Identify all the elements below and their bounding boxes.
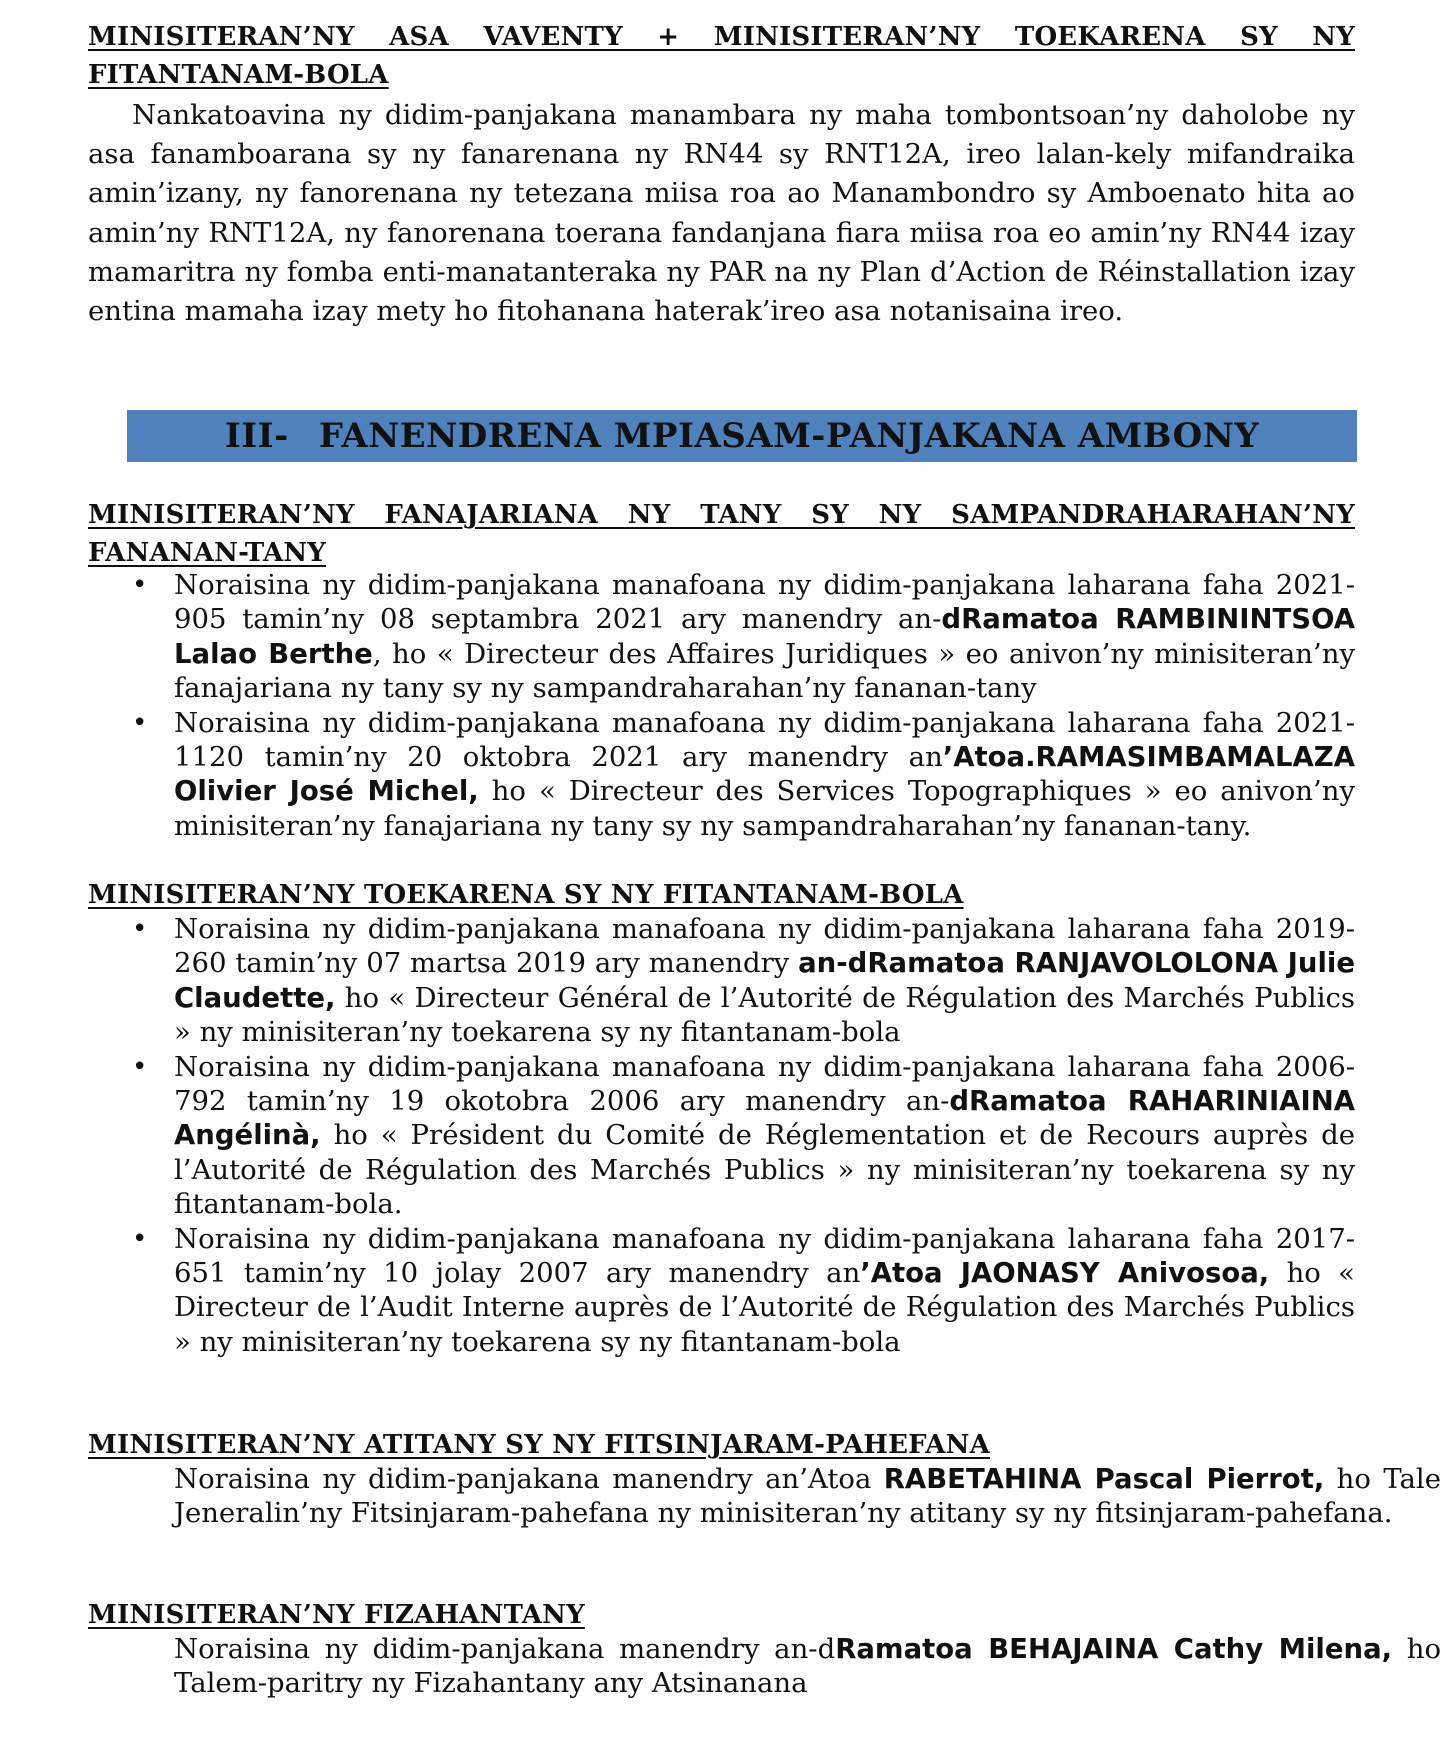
section-list-toekarena [88,912,1355,1359]
section-heading-fizahantany: MINISITERAN’NY FIZAHANTANY [88,1600,585,1630]
bullet-icon: • [132,1051,148,1082]
section-heading-toekarena: MINISITERAN’NY TOEKARENA SY NY FITANTANAM-BOLA [88,880,964,910]
section-paragraph-asa-vaventy: Nankatoavina ny didim-panjakana manambara ny maha tombontsoan’ny daholobe ny asa fanamboarana sy ny fanarenana ny RN44 sy RNT12A, ireo lalan-kely mifandraika amin’izany, ny fanorenana ny tetezana miisa roa ao Manambondro sy Amboenato hita ao amin’ny RNT12A, ny fanorenana toerana fandanjana fiara miisa roa eo amin’ny RN44 izay mamaritra ny fomba enti-manatanteraka ny PAR na ny Plan d’Action de Réinstallation izay entina mamaha izay mety ho fitohanana haterak’ireo asa notanisaina ireo. [88,99,1355,328]
section-heading-asa-vaventy: MINISITERAN’NY ASA VAVENTY + MINISITERAN’NY TOEKARENA SY NY FITANTANAM-BOLA [88,22,1355,90]
list-item: • Noraisina ny didim-panjakana manafoana ny didim-panjakana laharana faha 2006-792 tamin’ny 19 okotobra 2006 ary manendry an-dRamatoa RAHARINIAINA Angélinà, ho « Président du Comité de Réglementation et de Recours auprès de l’Autorité de Régulation des Marchés Publics » ny minisiteran’ny toekarena sy ny fitantanam-bola. [132,1050,1355,1221]
list-item: • Noraisina ny didim-panjakana manafoana ny didim-panjakana laharana faha 2021-1120 tamin’ny 20 oktobra 2021 ary manendry an’Atoa.RAMASIMBAMALAZA Olivier José Michel, ho « Directeur des Services Topographiques » eo anivon’ny minisiteran’ny fanajariana ny tany sy ny sampandraharahan’ny fananan-tany. [132,706,1355,842]
section-paragraph-fizahantany: Noraisina ny didim-panjakana manendry an-dRamatoa BEHAJAINA Cathy Milena, ho Talem-paritry ny Fizahantany any Atsinanana [174,1633,1441,1700]
bullet-icon: • [132,570,148,600]
bullet-icon: • [132,707,148,738]
section-list-fanajariana [88,568,1355,843]
section-heading-fanajariana: MINISITERAN’NY FANAJARIANA NY TANY SY NY SAMPANDRAHARAHAN’NY FANANAN-TANY [88,500,1355,568]
bullet-icon: • [132,1223,148,1254]
bullet-icon: • [132,914,148,944]
section-banner [127,410,1357,462]
section-heading-atitany: MINISITERAN’NY ATITANY SY NY FITSINJARAM-PAHEFANA [88,1430,991,1460]
banner-number: III- [224,416,289,456]
list-item: • Noraisina ny didim-panjakana manafoana ny didim-panjakana laharana faha 2021-905 tamin’ny 08 septambra 2021 ary manendry an-dRamatoa RAMBININTSOA Lalao Berthe, ho « Directeur des Affaires Juridiques » eo anivon’ny minisiteran’ny fanajariana ny tany sy ny sampandraharahan’ny fananan-tany [132,569,1355,705]
list-item: • Noraisina ny didim-panjakana manafoana ny didim-panjakana laharana faha 2019-260 tamin’ny 07 martsa 2019 ary manendry an-dRamatoa RANJAVOLOLONA Julie Claudette, ho « Directeur Général de l’Autorité de Régulation des Marchés Publics » ny minisiteran’ny toekarena sy ny fitantanam-bola [132,913,1355,1049]
banner-title: FANENDRENA MPIASAM-PANJAKANA AMBONY [318,416,1260,456]
list-item: • Noraisina ny didim-panjakana manafoana ny didim-panjakana laharana faha 2017-651 tamin’ny 10 jolay 2007 ary manendry an’Atoa JAONASY Anivosoa, ho « Directeur de l’Audit Interne auprès de l’Autorité de Régulation des Marchés Publics » ny minisiteran’ny toekarena sy ny fitantanam-bola [132,1222,1355,1358]
section-paragraph-atitany: Noraisina ny didim-panjakana manendry an’Atoa RABETAHINA Pascal Pierrot, ho Tale Jeneralin’ny Fitsinjaram-pahefana ny minisiteran’ny atitany sy ny fitsinjaram-pahefana. [174,1463,1441,1530]
